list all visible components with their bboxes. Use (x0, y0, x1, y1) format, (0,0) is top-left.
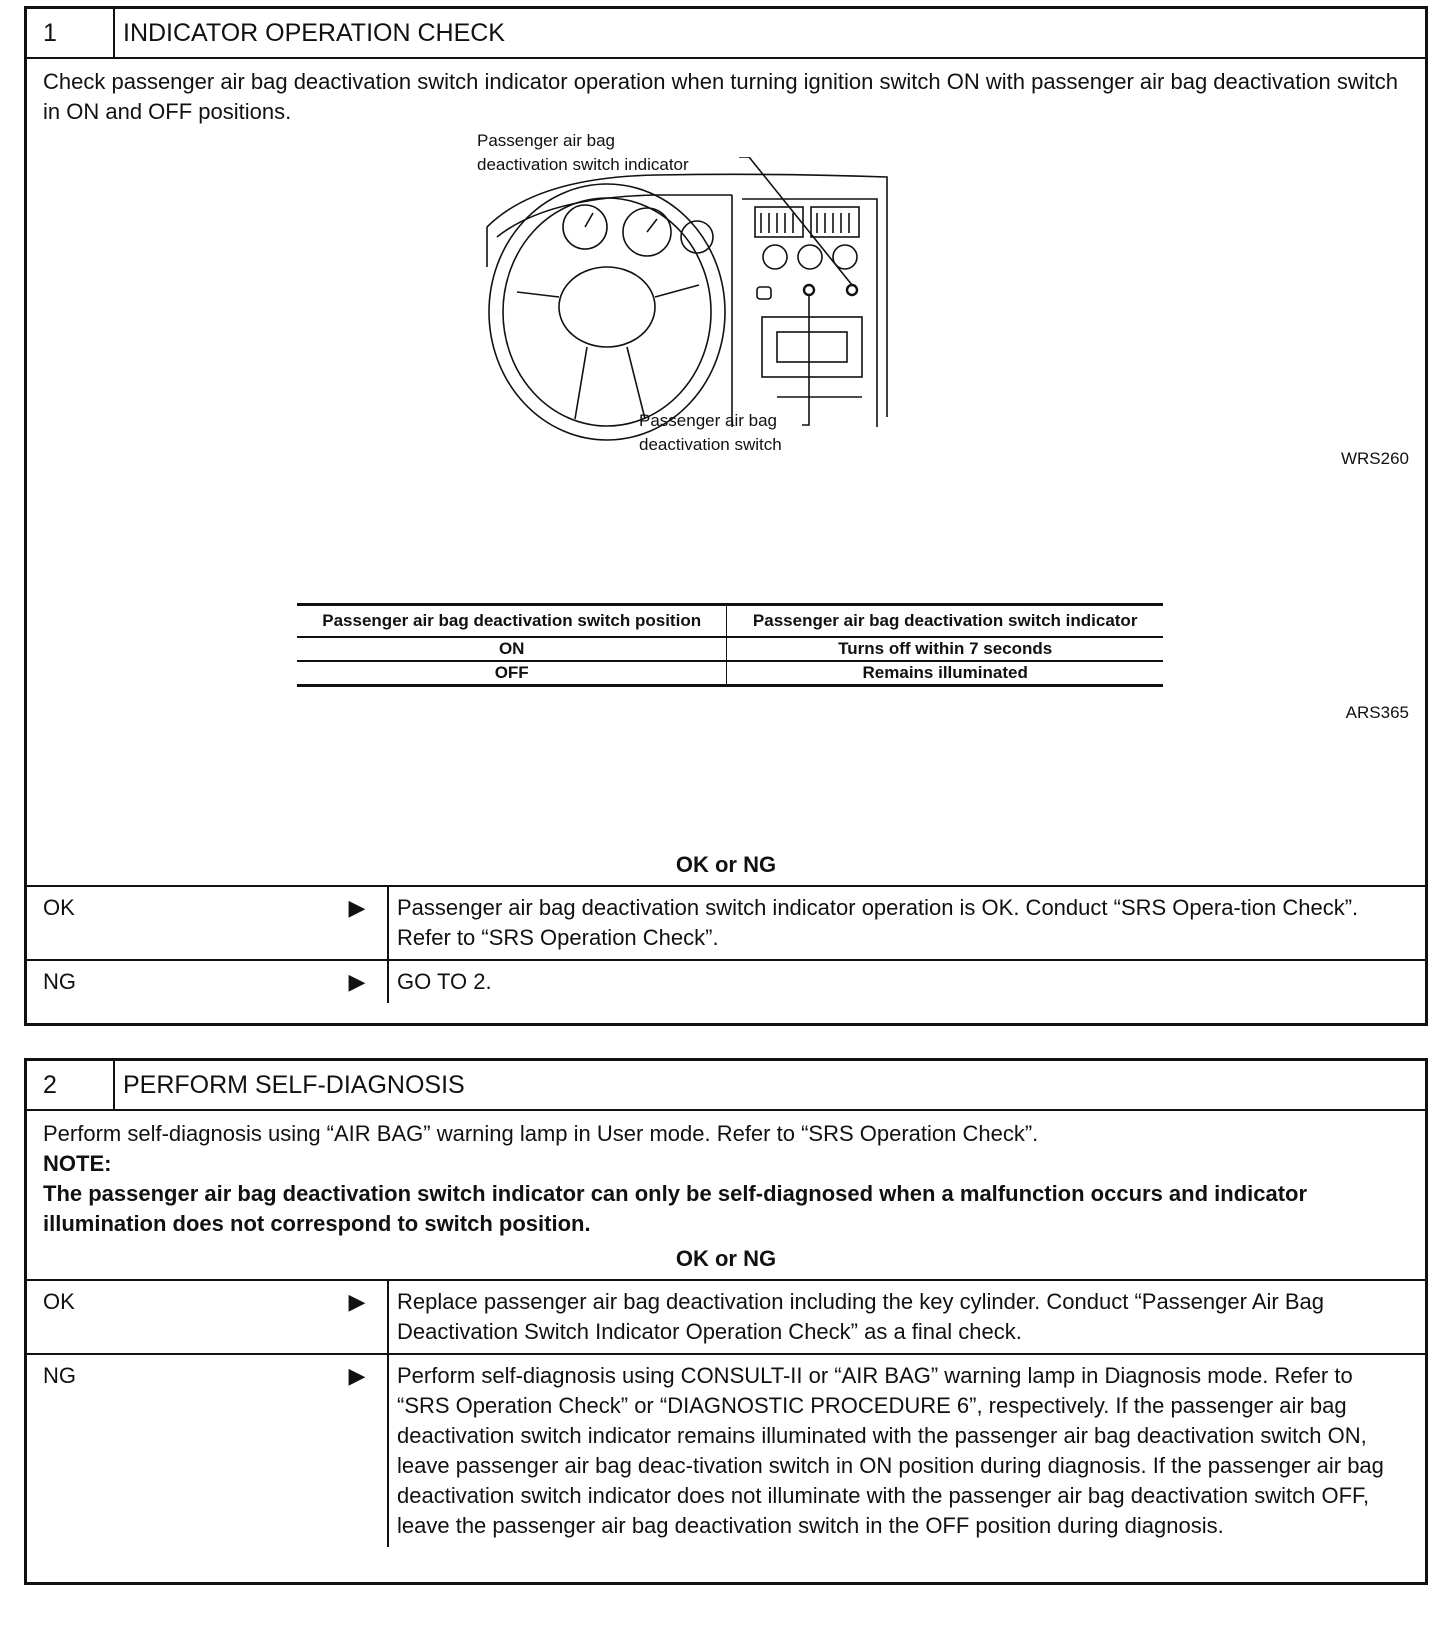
step-1-block (24, 6, 1428, 1026)
table-code: ARS365 (1345, 703, 1409, 722)
table-area (27, 647, 1425, 845)
step-2-instruction (27, 1111, 1425, 1239)
arrow-right-icon: ▶ (348, 895, 366, 920)
ok-or-ng-heading: OK or NG (675, 1246, 777, 1271)
step-1-instruction: Check passenger air bag deactivation switch indicator operation when turning ignition switch ON with passenger air bag deactivation switch in ON and OFF positions. (43, 69, 1398, 124)
arrow-right-icon: ▶ (348, 1363, 366, 1388)
step-number: 2 (27, 1061, 115, 1109)
step-2-block (24, 1058, 1428, 1585)
table-cell: ON (297, 637, 727, 661)
result-row-ok (27, 1279, 1425, 1353)
result-label: OK (43, 895, 75, 920)
result-text: Perform self-diagnosis using CONSULT-II or “AIR BAG” warning lamp in Diagnosis mode. Refer to “SRS Operation Check” or “DIAGNOSTIC PROCEDURE 6”, respectively. If the passenger air bag deactivation switch indicator remains illuminated with the passenger air bag deactivation switch ON, leave passenger air bag deac-tivation switch in ON position during diagnosis. If the passenger air bag deactivation switch indicator does not illuminate with the passenger air bag deactivation switch OFF, leave the passenger air bag deactivation switch in the OFF position during diagnosis. (387, 1355, 1425, 1547)
table-cell: Turns off within 7 seconds (727, 637, 1163, 661)
instruction-text: Perform self-diagnosis using “AIR BAG” warning lamp in User mode. Refer to “SRS Operation Check”. (43, 1121, 1039, 1146)
arrow-right-icon: ▶ (348, 1289, 366, 1314)
indicator-callout-label: Passenger air bag deactivation switch indicator (477, 131, 689, 174)
arrow-right-icon: ▶ (348, 969, 366, 994)
result-label: OK (43, 1289, 75, 1314)
table-cell: OFF (297, 661, 727, 686)
step-2-header (27, 1061, 1425, 1111)
table-cell: Remains illuminated (727, 661, 1163, 686)
step-title: INDICATOR OPERATION CHECK (123, 19, 505, 47)
result-row-ng (27, 1353, 1425, 1547)
switch-callout-label: Passenger air bag deactivation switch (639, 411, 782, 454)
result-row-ng (27, 959, 1425, 1003)
result-text: Replace passenger air bag deactivation including the key cylinder. Conduct “Passenger Air Bag Deactivation Switch Indicator Operation Check” as a final check. (387, 1281, 1425, 1353)
result-row-ok (27, 885, 1425, 959)
result-label: NG (43, 969, 76, 994)
result-text: GO TO 2. (387, 961, 1425, 1003)
table-header: Passenger air bag deactivation switch position (297, 605, 727, 638)
dashboard-figure (27, 127, 1425, 682)
result-text: Passenger air bag deactivation switch indicator operation is OK. Conduct “SRS Opera-tion Check”. Refer to “SRS Operation Check”. (387, 887, 1425, 959)
step-title: PERFORM SELF-DIAGNOSIS (123, 1071, 465, 1099)
step-1-header (27, 9, 1425, 59)
result-label: NG (43, 1363, 76, 1388)
ok-or-ng-heading: OK or NG (675, 852, 777, 877)
note-label: NOTE: (43, 1151, 112, 1176)
step-number: 1 (27, 9, 115, 57)
table-header: Passenger air bag deactivation switch indicator (727, 605, 1163, 638)
note-text: The passenger air bag deactivation switch indicator can only be self-diagnosed when a malfunction occurs and indicator illumination does not correspond to switch position. (43, 1181, 1308, 1236)
figure-code: WRS260 (1340, 449, 1409, 468)
